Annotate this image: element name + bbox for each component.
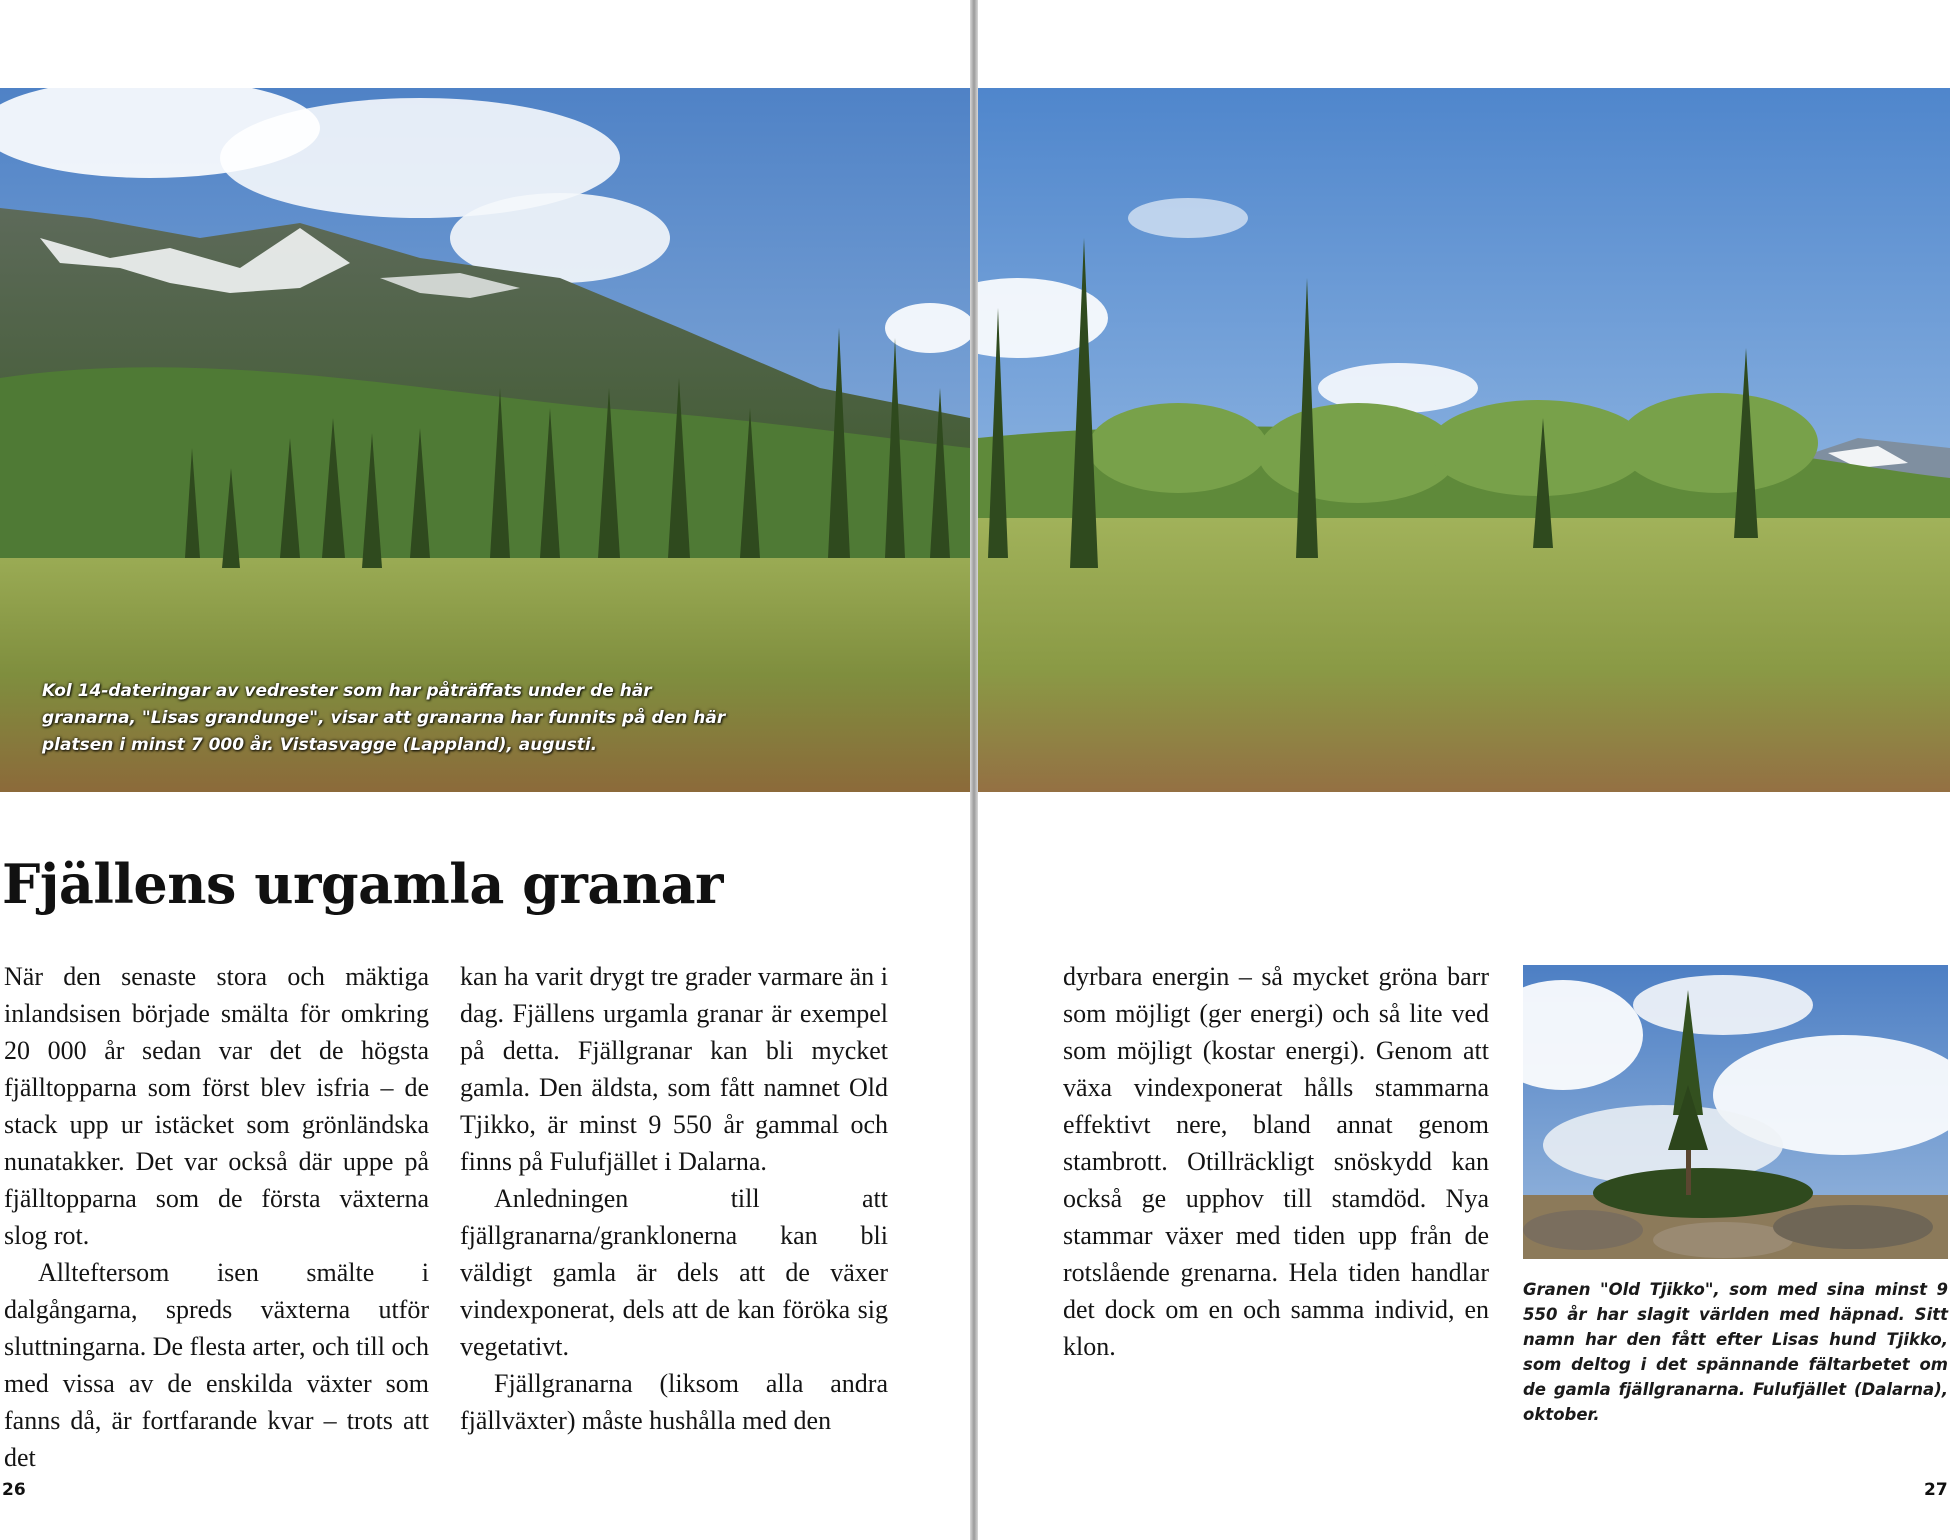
paragraph: Fjällgranarna (liksom alla andra fjällväxter) måste hushålla med den	[460, 1369, 888, 1435]
page-title: Fjällens urgamla granar	[2, 852, 724, 916]
landscape-photo-right	[978, 88, 1950, 792]
paragraph: dyrbara energin – så mycket gröna barr som möjligt (ger energi) och så lite ved som möjligt (kostar energi). Genom att växa vindexponerat hålls stammarna effektivt nere, bland annat genom stambrott. Otillräckligt snöskydd kan också ge upphov till stamdöd. Nya stammar växer med tiden upp från de rotslående grenarna. Hela tiden handlar det dock om en och samma individ, en klon.	[1063, 962, 1489, 1361]
book-gutter	[970, 0, 978, 1540]
paragraph: När den senaste stora och mäktiga inlandsisen började smälta för omkring 20 000 år sedan var det de högsta fjälltopparna som först blev isfria – de stack upp ur istäcket som grönländska nunatakker. Det var också där uppe på fjälltopparna som de första växterna slog rot.	[4, 962, 429, 1250]
paragraph: Anledningen till att fjällgranarna/granklonerna kan bli väldigt gamla är dels att de växer vindexponerat, dels att de kan föröka sig vegetativt.	[460, 1184, 888, 1361]
body-column-3	[1063, 958, 1489, 1365]
inset-caption: Granen "Old Tjikko", som med sina minst 9 550 år har slagit världen med häpnad. Sitt namn har den fått efter Lisas hund Tjikko, som deltog i det spännande fältarbetet om de gamla fjällgranarna. Fulufjället (Dalarna), oktober.	[1523, 1280, 1948, 1424]
photo-caption: Kol 14-dateringar av vedrester som har påträffats under de här granarna, "Lisas grandunge", visar att granarna har funnits på den här platsen i minst 7 000 år. Vistasvagge (Lappland), augusti.	[42, 681, 726, 755]
page-number-left: 26	[2, 1480, 26, 1500]
paragraph: kan ha varit drygt tre grader varmare än i dag. Fjällens urgamla granar är exempel på detta. Fjällgranar kan bli mycket gamla. Den äldsta, som fått namnet Old Tjikko, är minst 9 550 år gammal och finns på Fulufjället i Dalarna.	[460, 962, 888, 1176]
body-column-2	[460, 958, 888, 1439]
old-tjikko-photo	[1523, 965, 1948, 1259]
body-column-1	[4, 958, 429, 1476]
paragraph: Allteftersom isen smälte i dalgångarna, spreds växterna utför sluttningarna. De flesta arter, och till och med vissa av de enskilda växter som fanns då, är fortfarande kvar – trots att det	[4, 1258, 429, 1472]
page-number-right: 27	[1924, 1480, 1948, 1500]
